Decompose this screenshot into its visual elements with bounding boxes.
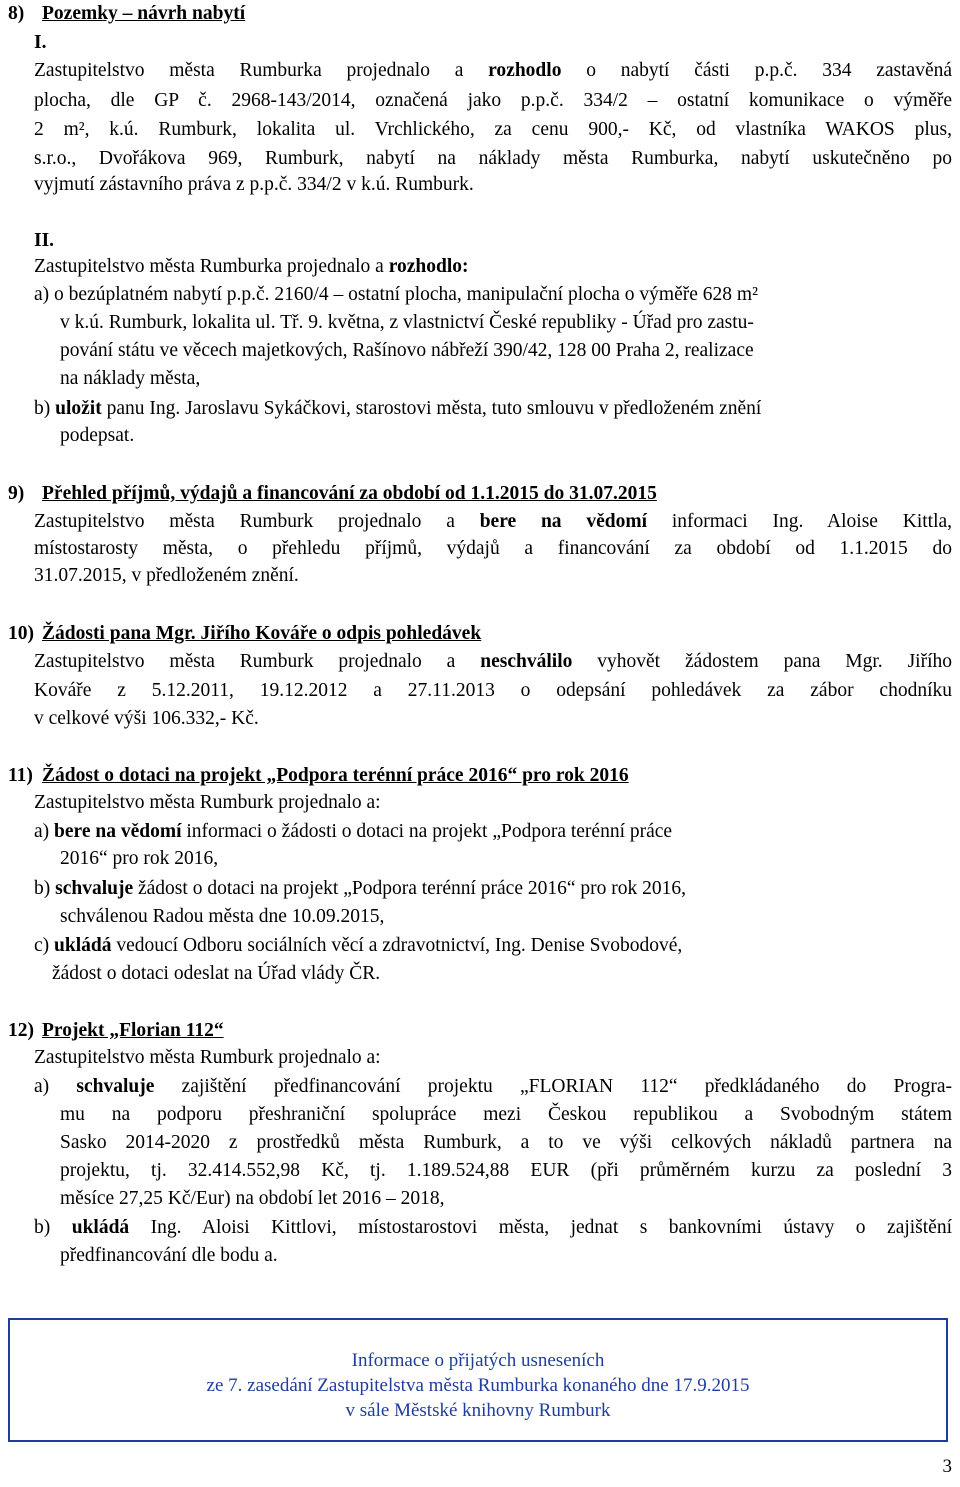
section-11-number: 11) xyxy=(8,765,33,786)
section-8-part-1-line-5: vyjmutí zástavního práva z p.p.č. 334/2 v k.ú. Rumburk. xyxy=(34,174,474,195)
section-12-intro: Zastupitelstvo města Rumburk projednalo a: xyxy=(34,1047,381,1068)
section-12-item-a-line-2: mu na podporu přeshraniční spolupráce mezi Českou republikou a Svobodným státem xyxy=(60,1104,952,1125)
section-11-intro: Zastupitelstvo města Rumburk projednalo a: xyxy=(34,792,381,813)
section-9-line-3: 31.07.2015, v předloženém znění. xyxy=(34,565,299,586)
section-11-item-b-line-1: b) schvaluje žádost o dotaci na projekt „Podpora terénní práce 2016“ pro rok 2016, xyxy=(34,878,686,899)
section-8-part-1-line-3: 2 m², k.ú. Rumburk, lokalita ul. Vrchlického, za cenu 900,- Kč, od vlastníka WAKOS plus, xyxy=(34,119,952,140)
section-8-part-2-item-b-line-1: b) uložit panu Ing. Jaroslavu Sykáčkovi, starostovi města, tuto smlouvu v předloženém znění xyxy=(34,398,762,419)
footer-line-1: Informace o přijatých usneseních xyxy=(351,1350,605,1371)
section-8-part-1-line-4: s.r.o., Dvořákova 969, Rumburk, nabytí na náklady města Rumburka, nabytí uskutečněno po xyxy=(34,148,952,169)
section-8-part-2-item-a-line-3: pování státu ve věcech majetkových, Rašínovo nábřeží 390/42, 128 00 Praha 2, realizace xyxy=(60,340,754,361)
section-9-title: Přehled příjmů, výdajů a financování za období od 1.1.2015 do 31.07.2015 xyxy=(42,483,657,504)
section-10-number: 10) xyxy=(8,623,34,644)
section-8-part-1-label: I. xyxy=(34,32,47,53)
section-12-item-a-line-4: projektu, tj. 32.414.552,98 Kč, tj. 1.189.524,88 EUR (při průměrném kurzu za poslední 3 xyxy=(60,1160,952,1181)
section-8-part-2-item-a-line-4: na náklady města, xyxy=(60,368,201,389)
section-12-item-a-line-3: Sasko 2014-2020 z prostředků města Rumburk, a to ve výši celkových nákladů partnera na xyxy=(60,1132,952,1153)
section-10-line-2: Kováře z 5.12.2011, 19.12.2012 a 27.11.2013 o odepsání pohledávek za zábor chodníku xyxy=(34,680,952,701)
section-12-item-b-line-1: b) ukládá Ing. Aloisi Kittlovi, místostarostovi města, jednat s bankovními ústavy o zajištění xyxy=(34,1217,953,1238)
section-8-part-2-item-a-line-2: v k.ú. Rumburk, lokalita ul. Tř. 9. května, z vlastnictví České republiky - Úřad pro zastu- xyxy=(60,312,754,333)
page-number: 3 xyxy=(942,1456,952,1477)
section-8-part-2-label: II. xyxy=(34,230,55,251)
footer-line-3: v sále Městské knihovny Rumburk xyxy=(345,1400,611,1421)
footer-line-2: ze 7. zasedání Zastupitelstva města Rumburka konaného dne 17.9.2015 xyxy=(206,1375,750,1396)
section-8-part-2-item-a-line-1: a) o bezúplatném nabytí p.p.č. 2160/4 – ostatní plocha, manipulační plocha o výměře 628 m² xyxy=(34,284,758,305)
section-9-number: 9) xyxy=(8,483,25,504)
section-12-item-b-line-2: předfinancování dle bodu a. xyxy=(60,1245,278,1266)
section-8-number: 8) xyxy=(8,3,25,24)
section-9-line-1: Zastupitelstvo města Rumburk projednalo a bere na vědomí informaci Ing. Aloise Kittla, xyxy=(34,511,953,532)
section-8-part-1-line-1: Zastupitelstvo města Rumburka projednalo a rozhodlo o nabytí části p.p.č. 334 zastavěná xyxy=(34,60,953,81)
section-11-item-a-line-2: 2016“ pro rok 2016, xyxy=(60,848,219,869)
section-9-line-2: místostarosty města, o přehledu příjmů, výdajů a financování za období od 1.1.2015 do xyxy=(34,538,952,559)
section-8-title: Pozemky – návrh nabytí xyxy=(42,3,246,24)
section-8-part-1-line-2: plocha, dle GP č. 2968-143/2014, označená jako p.p.č. 334/2 – ostatní komunikace o výměře xyxy=(34,90,952,111)
section-10-line-1: Zastupitelstvo města Rumburk projednalo a neschválilo vyhovět žádostem pana Mgr. Jiřího xyxy=(34,651,953,672)
section-11-item-c-line-1: c) ukládá vedoucí Odboru sociálních věcí a zdravotnictví, Ing. Denise Svobodové, xyxy=(34,935,683,956)
section-11-item-a-line-1: a) bere na vědomí informaci o žádosti o dotaci na projekt „Podpora terénní práce xyxy=(34,821,673,842)
section-8-part-2-item-b-line-2: podepsat. xyxy=(60,425,135,446)
section-11-item-b-line-2: schválenou Radou města dne 10.09.2015, xyxy=(60,906,385,927)
section-11-title: Žádost o dotaci na projekt „Podpora terénní práce 2016“ pro rok 2016 xyxy=(42,765,629,786)
section-8-part-2-intro: Zastupitelstvo města Rumburka projednalo a rozhodlo: xyxy=(34,256,469,277)
section-12-item-a-line-5: měsíce 27,25 Kč/Eur) na období let 2016 – 2018, xyxy=(60,1188,445,1209)
section-10-line-3: v celkové výši 106.332,- Kč. xyxy=(34,708,259,729)
section-11-item-c-line-2: žádost o dotaci odeslat na Úřad vlády ČR. xyxy=(52,963,381,984)
footer-info-box xyxy=(8,1318,948,1442)
section-12-title: Projekt „Florian 112“ xyxy=(42,1020,224,1041)
section-12-item-a-line-1: a) schvaluje zajištění předfinancování projektu „FLORIAN 112“ předkládaného do Progra- xyxy=(34,1076,952,1097)
section-10-title: Žádosti pana Mgr. Jiřího Kováře o odpis pohledávek xyxy=(42,623,482,644)
section-12-number: 12) xyxy=(8,1020,34,1041)
